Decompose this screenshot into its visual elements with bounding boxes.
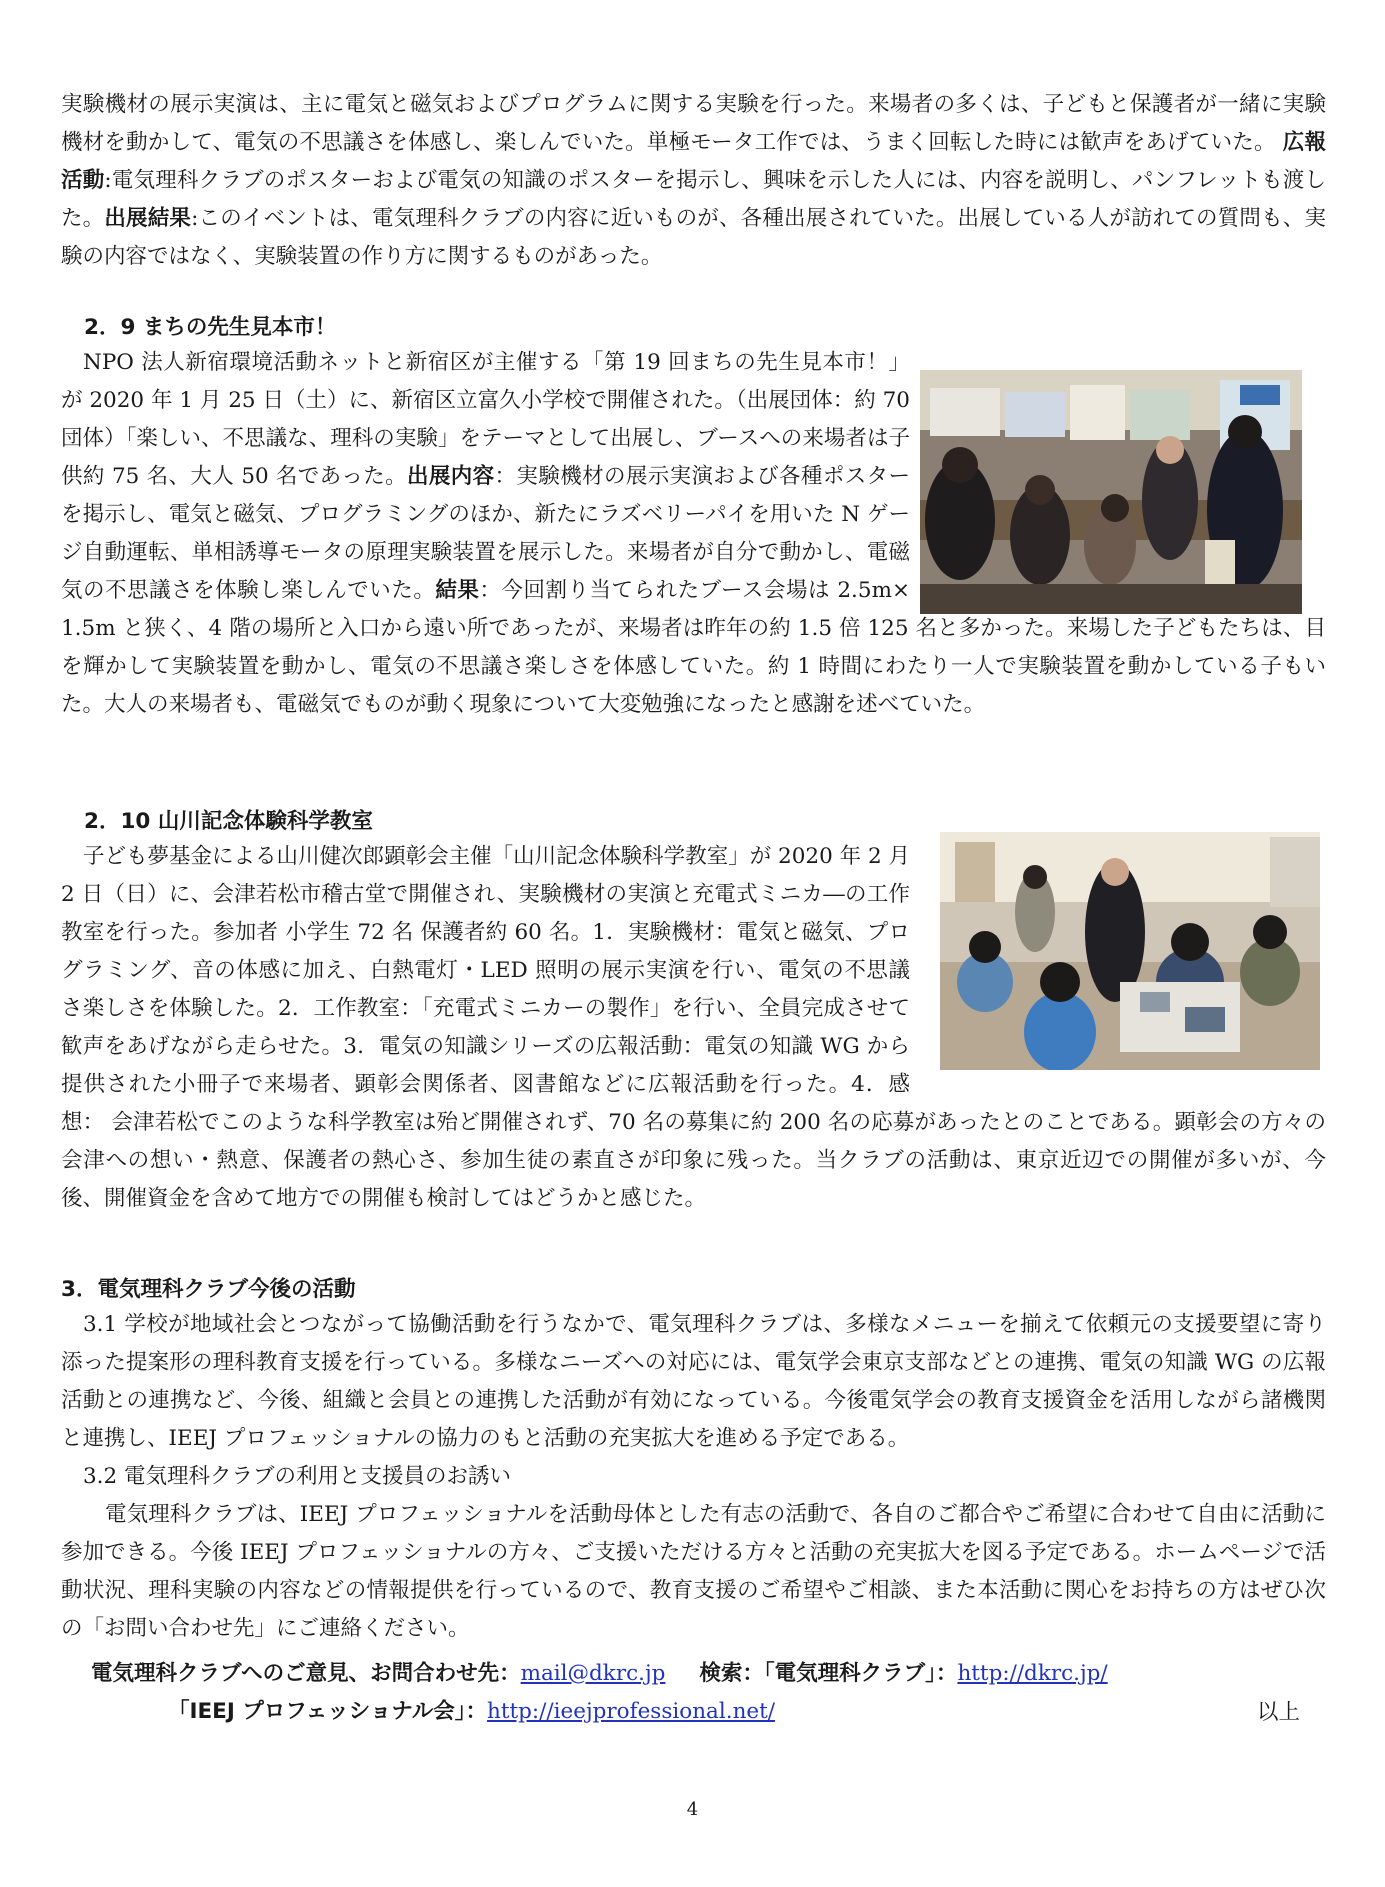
contact-line-1 [91,1656,1108,1687]
ieej-url-link[interactable]: http://ieejprofessional.net/ [487,1699,776,1724]
section-2-9-text-3: ：今回割り当てられたブース会場は 2.5m×1.5m と狭く、4 階の場所と入口から遠い所であったが、来場者は昨年の約 1.5 倍 125 名と多かった。来場した子どもたちは、目を輝かして実験装置を動かし、電気の不思議さ楽しさを体感していた。約 1 時間にわたり一人で実験装置を動かしている子もいた。大人の来場者も、電磁気でものが動く現象について大変勉強になったと感謝を述べていた。 [61,578,1326,717]
section-3-heading: 3．電気理科クラブ今後の活動 [61,1277,356,1302]
contact-line-2 [168,1694,775,1725]
section-2-9-heading: 2．9 まちの先生見本市！ [84,315,337,340]
page-number: 4 [686,1799,699,1820]
section-3-2-subheading: 3.2 電気理科クラブの利用と支援員のお誘い [83,1464,512,1489]
science-classroom-photo [940,832,1320,1070]
intro-text-3: :このイベントは、電気理科クラブの内容に近いものが、各種出展されていた。出展している人が訪れての質問も、実験の内容ではなく、実験装置の作り方に関するものがあった。 [61,206,1326,269]
ieej-label: 「IEEJ プロフェッショナル会」： [168,1699,488,1724]
exhibition-booth-photo [920,370,1302,614]
email-link[interactable]: mail@dkrc.jp [520,1661,666,1686]
exhibit-result-label: 出展結果 [104,206,192,231]
intro-paragraph [61,86,1326,276]
closing-mark: 以上 [1256,1700,1300,1725]
section-3-1-paragraph: 3.1 学校が地域社会とつながって協働活動を行うなかで、電気理科クラブは、多様なメニューを揃えて依頼元の支援要望に寄り添った提案形の理科教育支援を行っている。多様なニーズへの対応には、電気学会東京支部などとの連携、電気の知識 WG の広報活動との連携など、今後、組織と会員との連携した活動が有効になっている。今後電気学会の教育支援資金を活用しながら諸機関と連携し、IEEJ プロフェッショナルの協力のもと活動の充実拡大を進める予定である。 [61,1312,1326,1451]
dkrc-url-link[interactable]: http://dkrc.jp/ [957,1661,1108,1686]
pr-activity-label: 広報活動 [61,130,1326,193]
intro-text-1: 実験機材の展示実演は、主に電気と磁気およびプログラムに関する実験を行った。来場者の多くは、子どもと保護者が一緒に実験機材を動かして、電気の不思議さを体感し、楽しんでいた。単極モータ工作では、うまく回転した時には歓声をあげていた。 [61,92,1326,155]
contact-label: 電気理科クラブへのご意見、お問合わせ先： [91,1661,521,1686]
intro-text-2: :電気理科クラブのポスターおよび電気の知識のポスターを掲示し、興味を示した人には、内容を説明し、パンフレットも渡した。 [61,168,1326,231]
section-2-9-text-2: ：実験機材の展示実演および各種ポスターを掲示し、電気と磁気、プログラミングのほか、新たにラズベリーパイを用いた N ゲージ自動運転、単相誘導モータの原理実験装置を展示した。来場者が自分で動かし、電磁気の不思議さを体験し楽しんでいた。 [61,464,910,603]
section-2-9-text-1: NPO 法人新宿環境活動ネットと新宿区が主催する「第 19 回まちの先生見本市！」が 2020 年 1 月 25 日（土）に、新宿区立富久小学校で開催された。（出展団体：約 70 団体）「楽しい、不思議な、理科の実験」をテーマとして出展し、ブースへの来場者は子供約 75 名、大人 50 名であった。 [61,350,910,489]
result-label: 結果 [435,578,480,603]
exhibit-content-label: 出展内容 [407,464,495,489]
section-2-10-heading: 2．10 山川記念体験科学教室 [84,809,373,834]
search-label: 検索：「電気理科クラブ」： [699,1661,958,1686]
section-2-10-text: 子ども夢基金による山川健次郎顕彰会主催「山川記念体験科学教室」が 2020 年 2 月 2 日（日）に、会津若松市稽古堂で開催され、実験機材の実演と充電式ミニカ―の工作教室を行った。参加者 小学生 72 名 保護者約 60 名。1．実験機材：電気と磁気、プログラミング、音の体感に加え、白熱電灯・LED 照明の展示実演を行い、電気の不思議さ楽しさを体験した。2．工作教室：「充電式ミニカーの製作」を行い、全員完成させて歓声をあげながら走らせた。3．電気の知識シリーズの広報活動：電気の知識 WG から提供された小冊子で来場者、顕彰会関係者、図書館などに広報活動を行った。4．感想： 会津若松でこのような科学教室は殆ど開催されず、70 名の募集に約 200 名の応募があったとのことである。顕彰会の方々の会津への想い・熱意、保護者の熱心さ、参加生徒の素直さが印象に残った。当クラブの活動は、東京近辺での開催が多いが、今後、開催資金を含めて地方での開催も検討してはどうかと感じた。 [61,844,1326,1211]
section-3-2-paragraph: 電気理科クラブは、IEEJ プロフェッショナルを活動母体とした有志の活動で、各自のご都合やご希望に合わせて自由に活動に参加できる。今後 IEEJ プロフェッショナルの方々、ご支援いただける方々と活動の充実拡大を図る予定である。ホームページで活動状況、理科実験の内容などの情報提供を行っているので、教育支援のご希望やご相談、また本活動に関心をお持ちの方はぜひ次の「お問い合わせ先」にご連絡ください。 [61,1502,1326,1641]
